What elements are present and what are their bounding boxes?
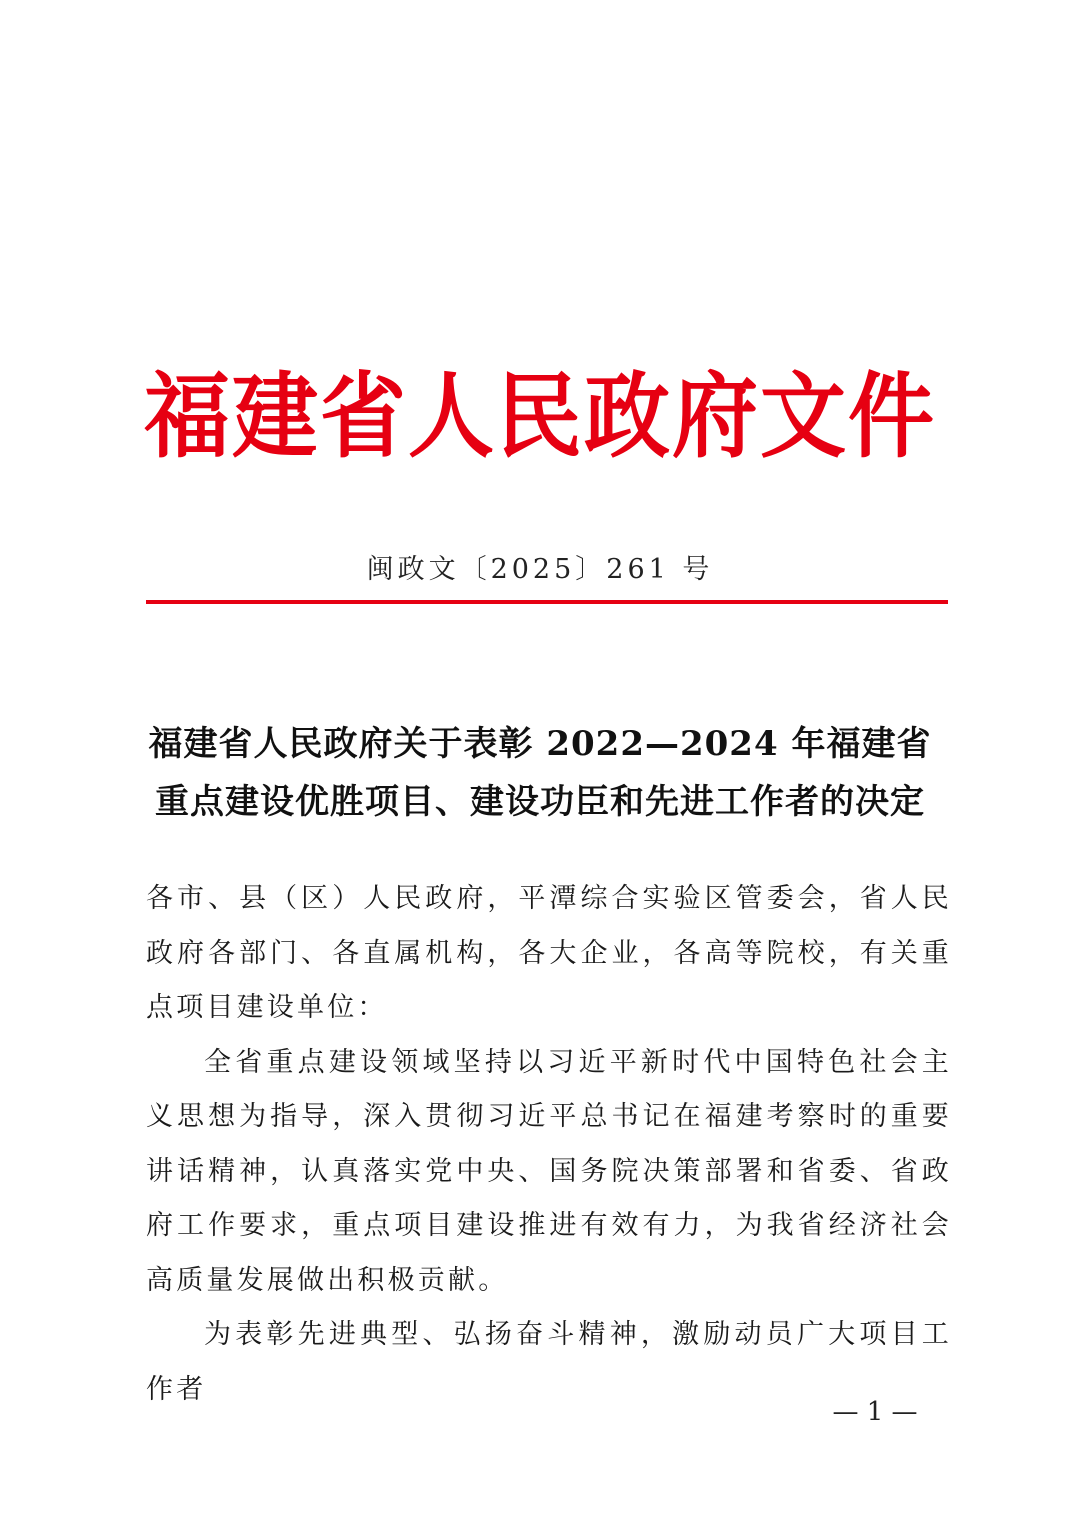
title-line-1: 福建省人民政府关于表彰 2022—2024 年福建省 <box>148 724 932 764</box>
addressee-paragraph: 各市、县（区）人民政府，平潭综合实验区管委会，省人民政府各部门、各直属机构，各大企业，各高等院校，有关重点项目建设单位： <box>146 883 952 1023</box>
document-body <box>146 872 952 1417</box>
document-title <box>100 715 980 831</box>
red-divider-line <box>146 600 948 604</box>
page-number: — 1 — <box>832 1397 918 1427</box>
document-number: 闽政文〔2025〕261 号 <box>366 554 714 585</box>
title-line-2: 重点建设优胜项目、建设功臣和先进工作者的决定 <box>155 782 925 822</box>
masthead-title: 福建省人民政府文件 <box>144 361 936 471</box>
body-paragraph-1: 全省重点建设领域坚持以习近平新时代中国特色社会主义思想为指导，深入贯彻习近平总书记在福建考察时的重要讲话精神，认真落实党中央、国务院决策部署和省委、省政府工作要求，重点项目建设推进有效有力，为我省经济社会高质量发展做出积极贡献。 <box>146 1046 952 1296</box>
body-paragraph-2: 为表彰先进典型、弘扬奋斗精神，激励动员广大项目工作者 <box>146 1319 952 1405</box>
